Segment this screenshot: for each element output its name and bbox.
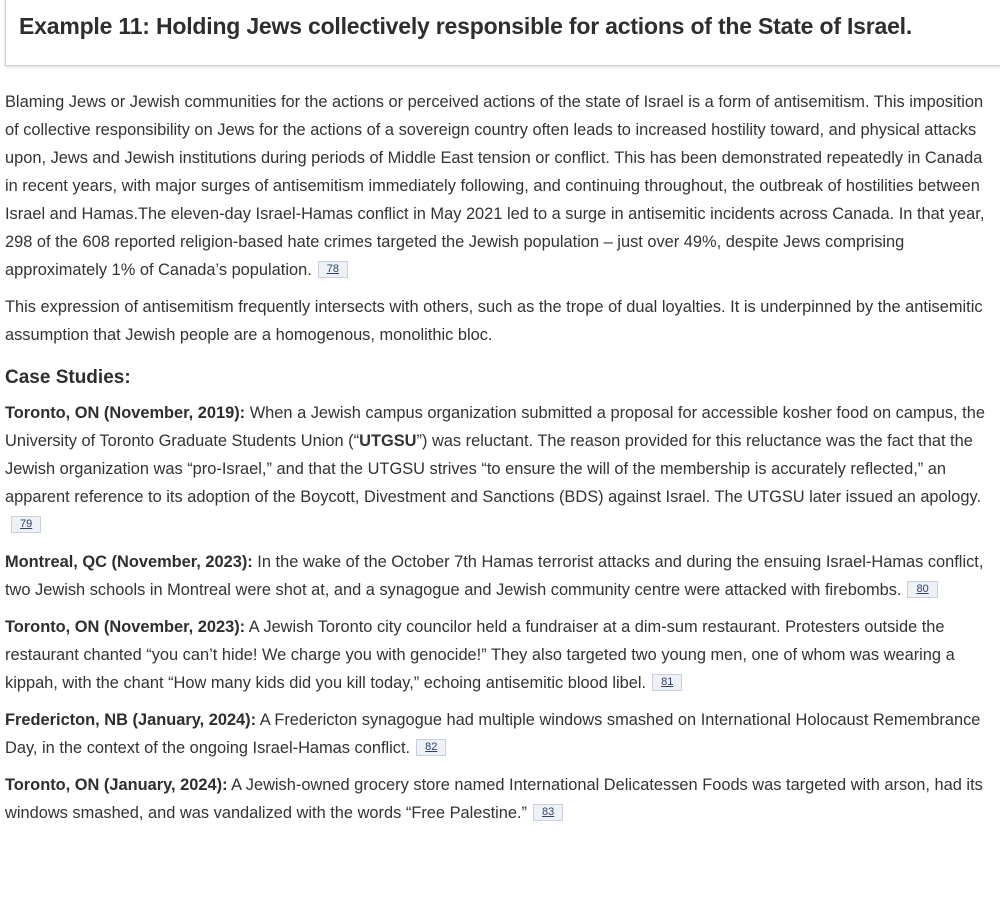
case-study-item	[5, 613, 997, 697]
case-study-text: A Jewish Toronto city councilor held a fundraiser at a dim-sum restaurant. Protesters outside the restaurant chanted “you can’t hide! We charge you with genocide!” They also targeted two young men, one of whom was wearing a kippah, with the chant “How many kids did you kill today,” echoing antisemitic blood libel.	[5, 618, 955, 692]
case-studies-heading: Case Studies:	[5, 367, 131, 388]
case-study-text: A Jewish-owned grocery store named International Delicatessen Foods was targeted with arson, had its windows smashed, and was vandalized with the words “Free Palestine.”	[5, 776, 983, 822]
case-study-text: ”) was reluctant. The reason provided for this reluctance was the fact that the Jewish organization was “pro-Israel,” and that the UTGSU strives “to ensure the will of the membership is accurately reflected,” an apparent reference to its adoption of the Boycott, Divestment and Sanctions (BDS) against Israel. The UTGSU later issued an apology.	[5, 432, 982, 506]
case-study-text: When a Jewish campus organization submitted a proposal for accessible kosher food on campus, the University of Toronto Graduate Students Union (“	[5, 404, 985, 450]
footnote-link-80[interactable]: 80	[907, 581, 937, 598]
footnote-link-81[interactable]: 81	[652, 674, 682, 691]
case-study-text: A Fredericton synagogue had multiple windows smashed on International Holocaust Remembrance Day, in the context of the ongoing Israel-Hamas conflict.	[5, 711, 981, 757]
case-study-text: In the wake of the October 7th Hamas terrorist attacks and during the ensuing Israel-Hamas conflict, two Jewish schools in Montreal were shot at, and a synagogue and Jewish community centre were attacked with firebombs.	[5, 553, 984, 599]
footnote-link-78[interactable]: 78	[318, 261, 348, 278]
footnote-link-82[interactable]: 82	[416, 739, 446, 756]
intro-paragraph	[5, 293, 997, 349]
case-study-lead: Fredericton, NB (January, 2024):	[5, 711, 257, 729]
paragraph-text: Blaming Jews or Jewish communities for the actions or perceived actions of the state of Israel is a form of antisemitism. This imposition of collective responsibility on Jews for the actions of a sovereign country often leads to increased hostility toward, and physical attacks upon, Jews and Jewish institutions during periods of Middle East tension or conflict. This has been demonstrated repeatedly in Canada in recent years, with major surges of antisemitism immediately following, and continuing throughout, the outbreak of hostilities between Israel and Hamas.The eleven-day Israel-Hamas conflict in May 2021 led to a surge in antisemitic incidents across Canada. In that year, 298 of the 608 reported religion-based hate crimes targeted the Jewish population – just over 49%, despite Jews comprising approximately 1% of Canada’s population.	[5, 93, 985, 279]
footnote-link-83[interactable]: 83	[533, 804, 563, 821]
case-study-lead: Montreal, QC (November, 2023):	[5, 553, 253, 571]
intro-paragraph	[5, 88, 997, 284]
case-study-lead: Toronto, ON (November, 2019):	[5, 404, 246, 422]
case-study-lead: Toronto, ON (November, 2023):	[5, 618, 246, 636]
case-study-item	[5, 771, 997, 827]
case-study-lead: Toronto, ON (January, 2024):	[5, 776, 228, 794]
article-body	[5, 88, 997, 836]
case-study-item	[5, 706, 997, 762]
case-study-emphasis: UTGSU	[359, 432, 417, 450]
case-study-item	[5, 399, 997, 539]
footnote-link-79[interactable]: 79	[11, 516, 41, 533]
paragraph-text: This expression of antisemitism frequently intersects with others, such as the trope of dual loyalties. It is underpinned by the antisemitic assumption that Jewish people are a homogenous, monolithic bloc.	[5, 298, 983, 344]
example-title-box	[5, 0, 1000, 66]
example-title: Example 11: Holding Jews collectively responsible for actions of the State of Israel.	[19, 13, 913, 39]
case-study-item	[5, 548, 997, 604]
